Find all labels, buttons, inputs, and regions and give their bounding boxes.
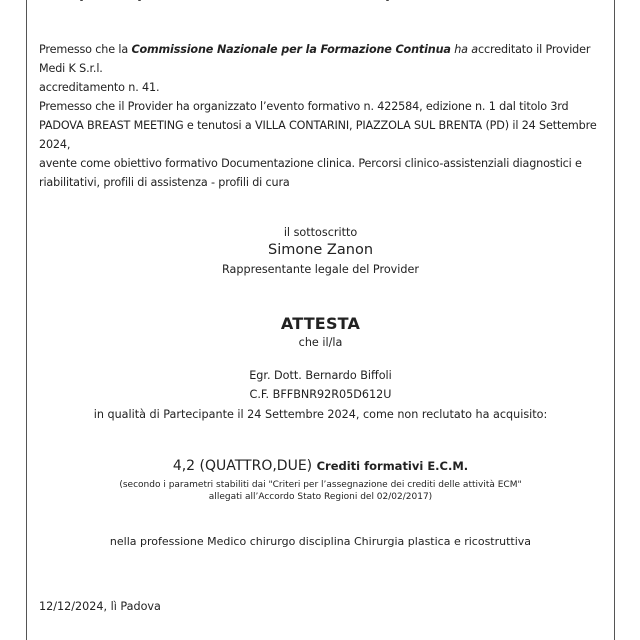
objective-line-2: riabilitativi, profili di assistenza - profili di cura <box>39 176 290 189</box>
intro-paragraph <box>39 40 611 192</box>
event-line-2: PADOVA BREAST MEETING e tenutosi a VILLA CONTARINI, PIAZZOLA SUL BRENTA (PD) il 24 Settembre <box>39 119 597 132</box>
attestation-title: ATTESTA <box>280 314 361 333</box>
signatory-name: Simone Zanon <box>267 242 374 258</box>
signatory-role: Rappresentante legale del Provider <box>222 263 419 276</box>
date-place: 12/12/2024, lì Padova <box>39 600 161 613</box>
credits-note-line-2: allegati all’Accordo Stato Regioni del 02/02/2017) <box>208 492 433 502</box>
recipient-fiscal-code: C.F. BFFBNR92R05D612U <box>249 388 392 401</box>
recipient-role-line: in qualità di Partecipante il 24 Settembre 2024, come non reclutato ha acquisito: <box>93 408 548 421</box>
clipped-text-line <box>80 0 420 2</box>
credits-amount: 4,2 (QUATTRO,DUE) <box>172 458 317 474</box>
intro-line-commission <box>39 40 611 59</box>
intro-suffix: ccreditato il Provider <box>478 43 591 56</box>
recipient-name: Egr. Dott. Bernardo Biffoli <box>249 369 392 382</box>
objective-line-1: avente come obiettivo formativo Documentazione clinica. Percorsi clinico-assistenziali diagnostici e <box>39 157 582 170</box>
attestation-subtitle: che il/la <box>298 336 343 349</box>
profession-line: nella professione Medico chirurgo disciplina Chirurgia plastica e ricostruttiva <box>109 535 532 548</box>
credits-note <box>26 479 615 503</box>
commission-name: Commissione Nazionale per la Formazione Continua <box>131 43 451 56</box>
event-line-3: 2024, <box>39 138 71 151</box>
intro-italic: ha a <box>450 43 478 56</box>
provider-name: Medi K S.r.l. <box>39 62 103 75</box>
credits-label: Crediti formativi E.C.M. <box>316 459 469 473</box>
signatory-label: il sottoscritto <box>283 226 358 239</box>
credits-note-line-1: (secondo i parametri stabiliti dai "Criteri per l’assegnazione dei crediti delle attività ECM" <box>119 480 522 490</box>
event-line-1: Premesso che il Provider ha organizzato l’evento formativo n. 422584, edizione n. 1 dal titolo 3rd <box>39 100 569 113</box>
accreditation-number: accreditamento n. 41. <box>39 81 160 94</box>
intro-prefix: Premesso che la <box>39 43 132 56</box>
credits-line <box>26 458 615 474</box>
